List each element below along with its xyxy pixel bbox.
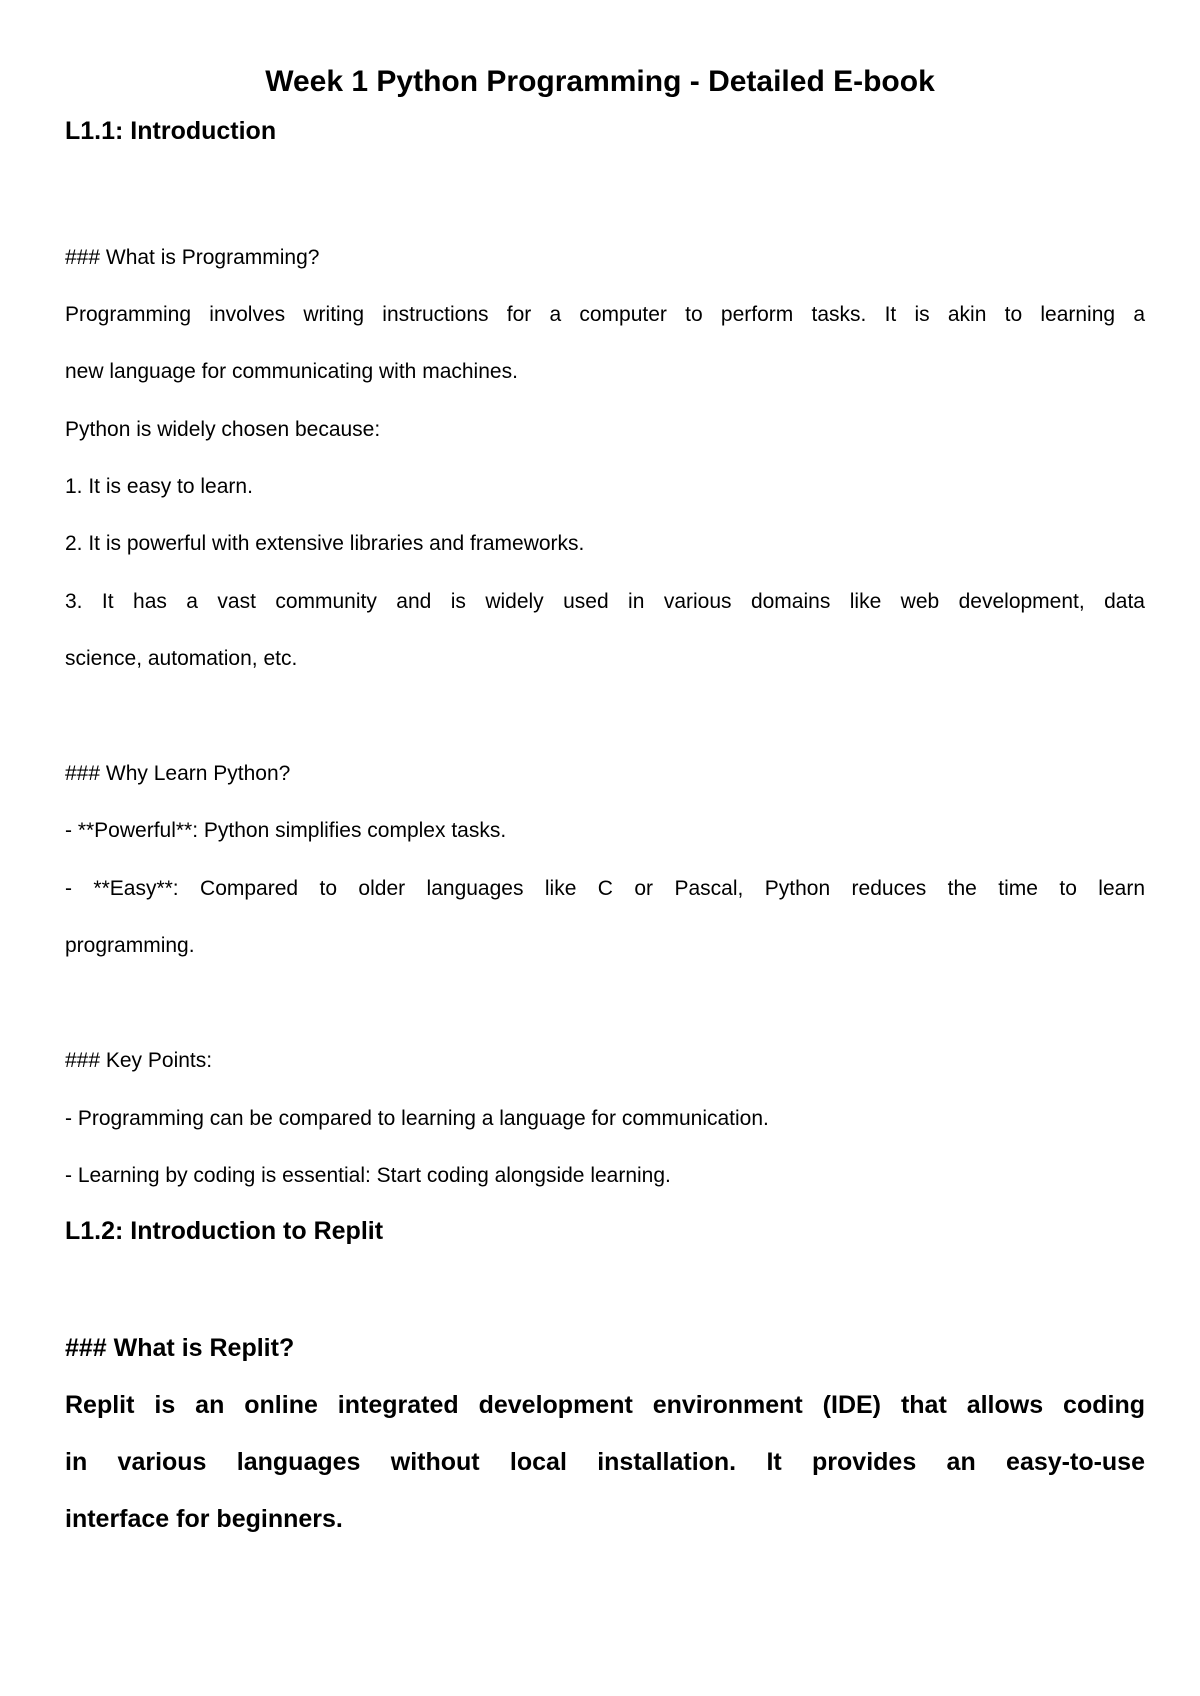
section-heading-l1-2: L1.2: Introduction to Replit bbox=[65, 1217, 384, 1245]
subheading-why-learn-python: ### Why Learn Python? bbox=[65, 762, 291, 785]
list-item-continued: science, automation, etc. bbox=[65, 647, 298, 670]
paragraph-line: new language for communicating with machines. bbox=[65, 360, 518, 383]
list-item: - Programming can be compared to learning a language for communication. bbox=[65, 1107, 769, 1130]
list-item: - **Powerful**: Python simplifies complex tasks. bbox=[65, 819, 507, 842]
list-item: 1. It is easy to learn. bbox=[65, 475, 253, 498]
document-title: Week 1 Python Programming - Detailed E-book bbox=[265, 65, 935, 98]
bold-paragraph-line: Replit is an online integrated development environment (IDE) that allows coding bbox=[65, 1391, 1145, 1419]
list-item: - **Easy**: Compared to older languages like C or Pascal, Python reduces the time to learn bbox=[65, 877, 1145, 900]
paragraph-line: Programming involves writing instructions for a computer to perform tasks. It is akin to learning a bbox=[65, 303, 1145, 326]
list-item-continued: programming. bbox=[65, 934, 195, 957]
subheading-what-is-programming: ### What is Programming? bbox=[65, 246, 320, 269]
paragraph-intro: Python is widely chosen because: bbox=[65, 418, 381, 441]
section-heading-l1-1: L1.1: Introduction bbox=[65, 117, 277, 145]
bold-paragraph-line: interface for beginners. bbox=[65, 1505, 343, 1533]
subheading-key-points: ### Key Points: bbox=[65, 1049, 213, 1072]
list-item: 3. It has a vast community and is widely used in various domains like web development, data bbox=[65, 590, 1145, 613]
bold-paragraph-line: in various languages without local installation. It provides an easy-to-use bbox=[65, 1448, 1145, 1476]
list-item: - Learning by coding is essential: Start coding alongside learning. bbox=[65, 1164, 671, 1187]
subheading-what-is-replit: ### What is Replit? bbox=[65, 1334, 295, 1362]
list-item: 2. It is powerful with extensive libraries and frameworks. bbox=[65, 532, 585, 555]
